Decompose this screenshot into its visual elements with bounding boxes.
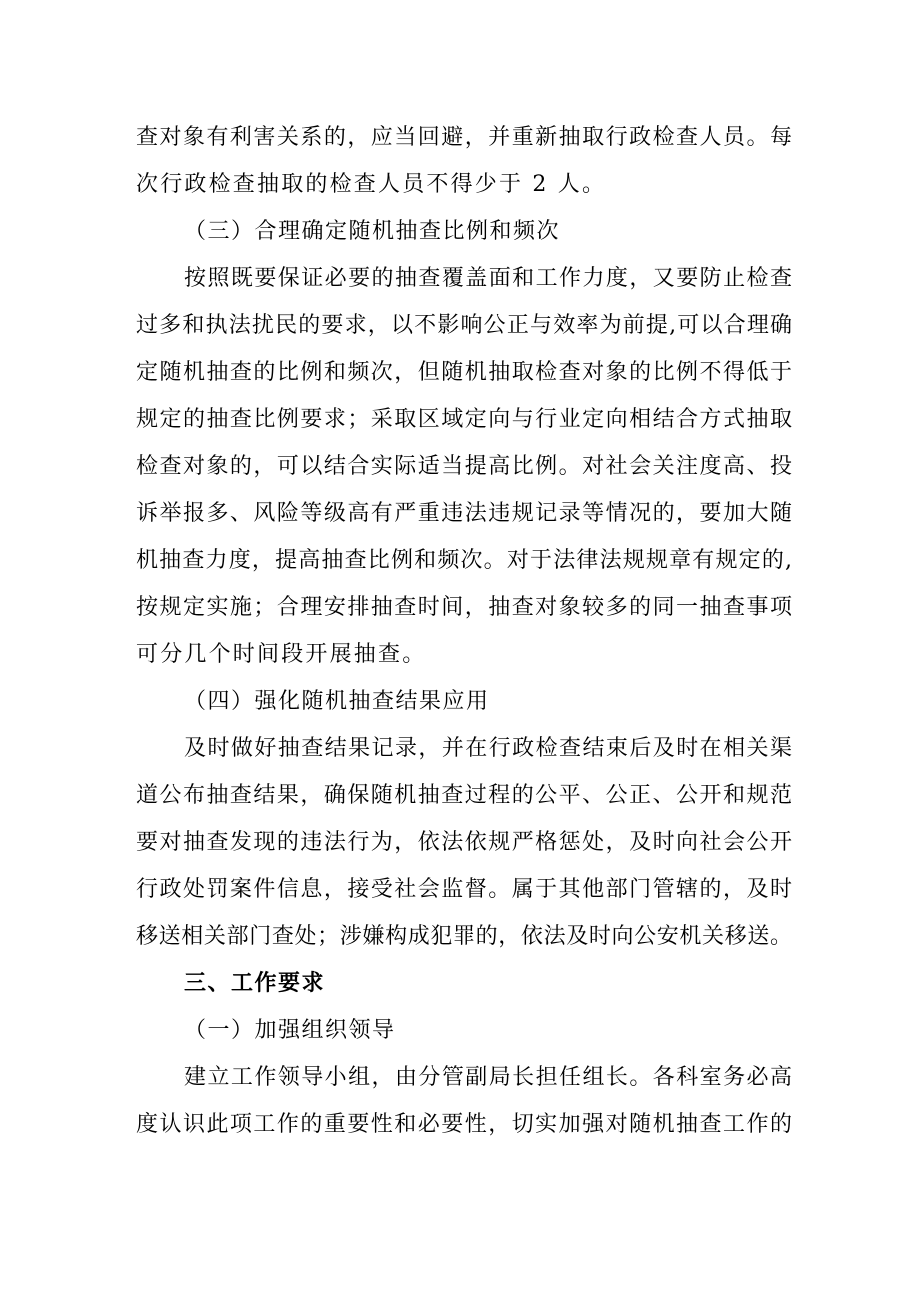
paragraph-line: 度认识此项工作的重要性和必要性，切实加强对随机抽查工作的 (136, 1112, 792, 1137)
paragraph-line: 按照既要保证必要的抽查覆盖面和工作力度，又要防止检查 (184, 266, 792, 291)
paragraph-line: 规定的抽查比例要求；采取区域定向与行业定向相结合方式抽取 (136, 407, 792, 432)
section-heading: （三）合理确定随机抽查比例和频次 (184, 219, 561, 244)
section-heading: （四）强化随机抽查结果应用 (184, 689, 490, 714)
paragraph-line: 道公布抽查结果，确保随机抽查过程的公平、公正、公开和规范 (136, 783, 792, 808)
paragraph-line: 及时做好抽查结果记录，并在行政检查结束后及时在相关渠 (184, 736, 792, 761)
paragraph-line: 定随机抽查的比例和频次，但随机抽取检查对象的比例不得低于 (136, 360, 792, 385)
paragraph-line: 机抽查力度，提高抽查比例和频次。对于法律法规规章有规定的, (136, 548, 792, 573)
paragraph-line: 建立工作领导小组，由分管副局长担任组长。各科室务必高 (184, 1065, 792, 1090)
paragraph-line: 查对象有利害关系的，应当回避，并重新抽取行政检查人员。每 (136, 125, 792, 150)
paragraph-line: 可分几个时间段开展抽查。 (136, 642, 427, 667)
main-heading: 三、工作要求 (184, 971, 326, 996)
paragraph-line: 检查对象的，可以结合实际适当提高比例。对社会关注度高、投 (136, 454, 792, 479)
section-heading: （一）加强组织领导 (184, 1018, 396, 1043)
paragraph-line: 行政处罚案件信息，接受社会监督。属于其他部门管辖的，及时 (136, 877, 792, 902)
paragraph-line: 按规定实施；合理安排抽查时间，抽查对象较多的同一抽查事项 (136, 595, 792, 620)
paragraph-line: 移送相关部门查处；涉嫌构成犯罪的，依法及时向公安机关移送。 (136, 924, 792, 949)
paragraph-line: 过多和执法扰民的要求，以不影响公正与效率为前提,可以合理确 (136, 313, 792, 338)
paragraph-line: 次行政检查抽取的检查人员不得少于 2 人。 (136, 172, 607, 197)
paragraph-line: 诉举报多、风险等级高有严重违法违规记录等情况的，要加大随 (136, 501, 792, 526)
paragraph-line: 要对抽查发现的违法行为，依法依规严格惩处，及时向社会公开 (136, 830, 792, 855)
